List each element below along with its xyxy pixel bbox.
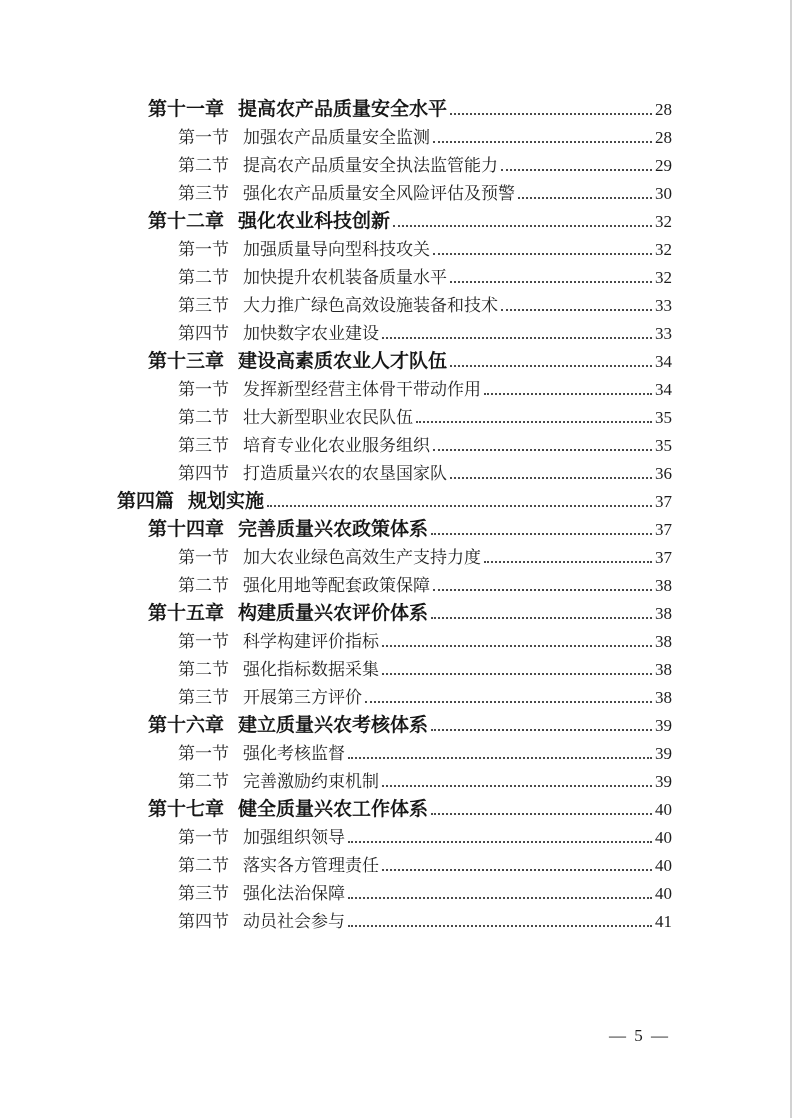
toc-leader-dots <box>501 169 652 171</box>
toc-entry-page: 35 <box>655 408 672 427</box>
toc-entry-title: 开展第三方评价 <box>243 688 362 707</box>
toc-entry-title: 落实各方管理责任 <box>243 856 379 875</box>
toc-entry-title: 加大农业绿色高效生产支持力度 <box>243 548 481 567</box>
toc-entry <box>0 264 672 292</box>
toc-entry-title: 加强质量导向型科技攻关 <box>243 240 430 259</box>
toc-leader-dots <box>348 897 652 899</box>
toc-leader-dots <box>382 645 652 647</box>
toc-entry-page: 39 <box>655 716 672 735</box>
toc-leader-dots <box>431 813 652 815</box>
toc-entry-title: 建立质量兴农考核体系 <box>238 715 429 736</box>
toc-entry-title: 规划实施 <box>188 491 265 512</box>
toc-entry-title: 加快数字农业建设 <box>243 324 379 343</box>
toc-entry-page: 33 <box>655 296 672 315</box>
toc-entry <box>0 628 672 656</box>
toc-entry-page: 30 <box>655 184 672 203</box>
toc-leader-dots <box>382 785 652 787</box>
scan-edge-line <box>790 0 792 1118</box>
toc-leader-dots <box>348 925 652 927</box>
toc-entry-label: 第二节 <box>178 576 229 595</box>
toc-entry <box>0 600 672 628</box>
toc-entry-title: 构建质量兴农评价体系 <box>238 603 429 624</box>
toc-entry-title: 壮大新型职业农民队伍 <box>243 408 413 427</box>
toc-entry-label: 第三节 <box>178 296 229 315</box>
toc-leader-dots <box>450 281 652 283</box>
toc-leader-dots <box>501 309 652 311</box>
toc-entry <box>0 880 672 908</box>
toc-entry-page: 35 <box>655 436 672 455</box>
toc-entry <box>0 684 672 712</box>
toc-leader-dots <box>348 841 652 843</box>
toc-entry <box>0 208 672 236</box>
toc-entry <box>0 180 672 208</box>
toc-entry-label: 第一节 <box>178 548 229 567</box>
toc-entry-label: 第十一章 <box>148 99 225 120</box>
toc-leader-dots <box>382 337 652 339</box>
toc-entry-label: 第十六章 <box>148 715 225 736</box>
toc-entry <box>0 432 672 460</box>
toc-entry-page: 28 <box>655 128 672 147</box>
toc-leader-dots <box>431 617 652 619</box>
toc-leader-dots <box>484 393 652 395</box>
toc-entry <box>0 320 672 348</box>
toc-entry-title: 强化指标数据采集 <box>243 660 379 679</box>
toc-entry-title: 培育专业化农业服务组织 <box>243 436 430 455</box>
toc-entry <box>0 124 672 152</box>
toc-entry-title: 建设高素质农业人才队伍 <box>238 351 448 372</box>
toc-entry-title: 强化考核监督 <box>243 744 345 763</box>
toc-entry-title: 加强组织领导 <box>243 828 345 847</box>
toc-entry-page: 40 <box>655 800 672 819</box>
toc-entry-page: 40 <box>655 884 672 903</box>
toc-leader-dots <box>484 561 652 563</box>
toc-entry <box>0 796 672 824</box>
toc-entry-page: 39 <box>655 772 672 791</box>
toc-entry-label: 第三节 <box>178 884 229 903</box>
toc-entry <box>0 348 672 376</box>
toc-entry-label: 第三节 <box>178 184 229 203</box>
footer-page-number: — 5 — <box>609 1026 670 1045</box>
toc-leader-dots <box>431 533 652 535</box>
toc-entry-label: 第二节 <box>178 268 229 287</box>
toc-entry-page: 38 <box>655 604 672 623</box>
toc-entry-page: 37 <box>655 520 672 539</box>
toc-entry-label: 第二节 <box>178 660 229 679</box>
toc-entry-page: 39 <box>655 744 672 763</box>
toc-entry-page: 32 <box>655 212 672 231</box>
toc-entry <box>0 152 672 180</box>
toc-leader-dots <box>382 869 652 871</box>
toc-entry-title: 强化法治保障 <box>243 884 345 903</box>
toc-entry-title: 强化农业科技创新 <box>238 211 391 232</box>
toc-entry-page: 37 <box>655 492 672 511</box>
toc-entry-label: 第一节 <box>178 240 229 259</box>
toc-entry-title: 完善激励约束机制 <box>243 772 379 791</box>
toc-entry-title: 强化用地等配套政策保障 <box>243 576 430 595</box>
toc-leader-dots <box>393 225 652 227</box>
toc-entry-label: 第四篇 <box>117 491 175 512</box>
toc-entry <box>0 908 672 936</box>
toc-entry <box>0 740 672 768</box>
toc-entry-page: 37 <box>655 548 672 567</box>
toc-entry <box>0 852 672 880</box>
toc-leader-dots <box>433 253 652 255</box>
toc-entry-page: 41 <box>655 912 672 931</box>
toc-entry-page: 34 <box>655 352 672 371</box>
toc-entry-label: 第一节 <box>178 744 229 763</box>
toc-entry-page: 40 <box>655 856 672 875</box>
toc-entry <box>0 96 672 124</box>
toc-entry <box>0 824 672 852</box>
toc-entry-title: 提高农产品质量安全执法监管能力 <box>243 156 498 175</box>
toc-leader-dots <box>348 757 652 759</box>
toc-entry-label: 第四节 <box>178 324 229 343</box>
toc-leader-dots <box>267 505 652 507</box>
toc-entry-label: 第四节 <box>178 912 229 931</box>
toc-entry-label: 第十五章 <box>148 603 225 624</box>
toc-entry-title: 提高农产品质量安全水平 <box>238 99 448 120</box>
toc-entry-page: 32 <box>655 240 672 259</box>
toc-entry-title: 打造质量兴农的农垦国家队 <box>243 464 447 483</box>
toc-entry-page: 38 <box>655 576 672 595</box>
toc-leader-dots <box>433 141 652 143</box>
toc-entry-label: 第一节 <box>178 828 229 847</box>
toc-entry <box>0 376 672 404</box>
toc-leader-dots <box>433 449 652 451</box>
toc-entry <box>0 236 672 264</box>
toc-entry-page: 32 <box>655 268 672 287</box>
toc-entry <box>0 544 672 572</box>
toc-leader-dots <box>416 421 652 423</box>
toc-entry <box>0 656 672 684</box>
toc-entry-title: 健全质量兴农工作体系 <box>238 799 429 820</box>
toc-entry-label: 第四节 <box>178 464 229 483</box>
toc-entry-label: 第十二章 <box>148 211 225 232</box>
toc-leader-dots <box>431 729 652 731</box>
toc-entry-title: 科学构建评价指标 <box>243 632 379 651</box>
toc-entry-title: 强化农产品质量安全风险评估及预警 <box>243 184 515 203</box>
toc-entry-title: 大力推广绿色高效设施装备和技术 <box>243 296 498 315</box>
toc-entry-title: 发挥新型经营主体骨干带动作用 <box>243 380 481 399</box>
toc-entry-title: 加强农产品质量安全监测 <box>243 128 430 147</box>
toc-entry-page: 38 <box>655 660 672 679</box>
toc-entry-page: 36 <box>655 464 672 483</box>
toc-leader-dots <box>365 701 652 703</box>
toc-entry-page: 38 <box>655 688 672 707</box>
toc-entry-title: 动员社会参与 <box>243 912 345 931</box>
toc-entry-label: 第二节 <box>178 772 229 791</box>
toc-entry <box>0 768 672 796</box>
toc-entry <box>0 460 672 488</box>
toc-entry-title: 加快提升农机装备质量水平 <box>243 268 447 287</box>
toc-entry <box>0 292 672 320</box>
toc-entry-label: 第三节 <box>178 688 229 707</box>
toc-entry-page: 33 <box>655 324 672 343</box>
toc-entry-label: 第二节 <box>178 408 229 427</box>
toc-entry-label: 第一节 <box>178 632 229 651</box>
toc-entry-page: 29 <box>655 156 672 175</box>
toc-leader-dots <box>433 589 652 591</box>
toc-list <box>0 96 672 936</box>
toc-entry-page: 28 <box>655 100 672 119</box>
toc-entry-label: 第三节 <box>178 436 229 455</box>
toc-leader-dots <box>450 477 652 479</box>
toc-entry-label: 第二节 <box>178 856 229 875</box>
toc-entry <box>0 404 672 432</box>
toc-entry-label: 第十四章 <box>148 519 225 540</box>
toc-entry-title: 完善质量兴农政策体系 <box>238 519 429 540</box>
toc-entry <box>0 712 672 740</box>
toc-entry <box>0 488 672 516</box>
toc-entry-label: 第二节 <box>178 156 229 175</box>
toc-entry-label: 第十三章 <box>148 351 225 372</box>
toc-leader-dots <box>518 197 652 199</box>
toc-leader-dots <box>450 365 652 367</box>
toc-entry-page: 34 <box>655 380 672 399</box>
toc-entry-label: 第一节 <box>178 128 229 147</box>
toc-entry <box>0 516 672 544</box>
toc-entry-label: 第十七章 <box>148 799 225 820</box>
toc-entry-label: 第一节 <box>178 380 229 399</box>
toc-entry-page: 40 <box>655 828 672 847</box>
toc-entry <box>0 572 672 600</box>
toc-entry-page: 38 <box>655 632 672 651</box>
toc-leader-dots <box>450 113 652 115</box>
toc-leader-dots <box>382 673 652 675</box>
